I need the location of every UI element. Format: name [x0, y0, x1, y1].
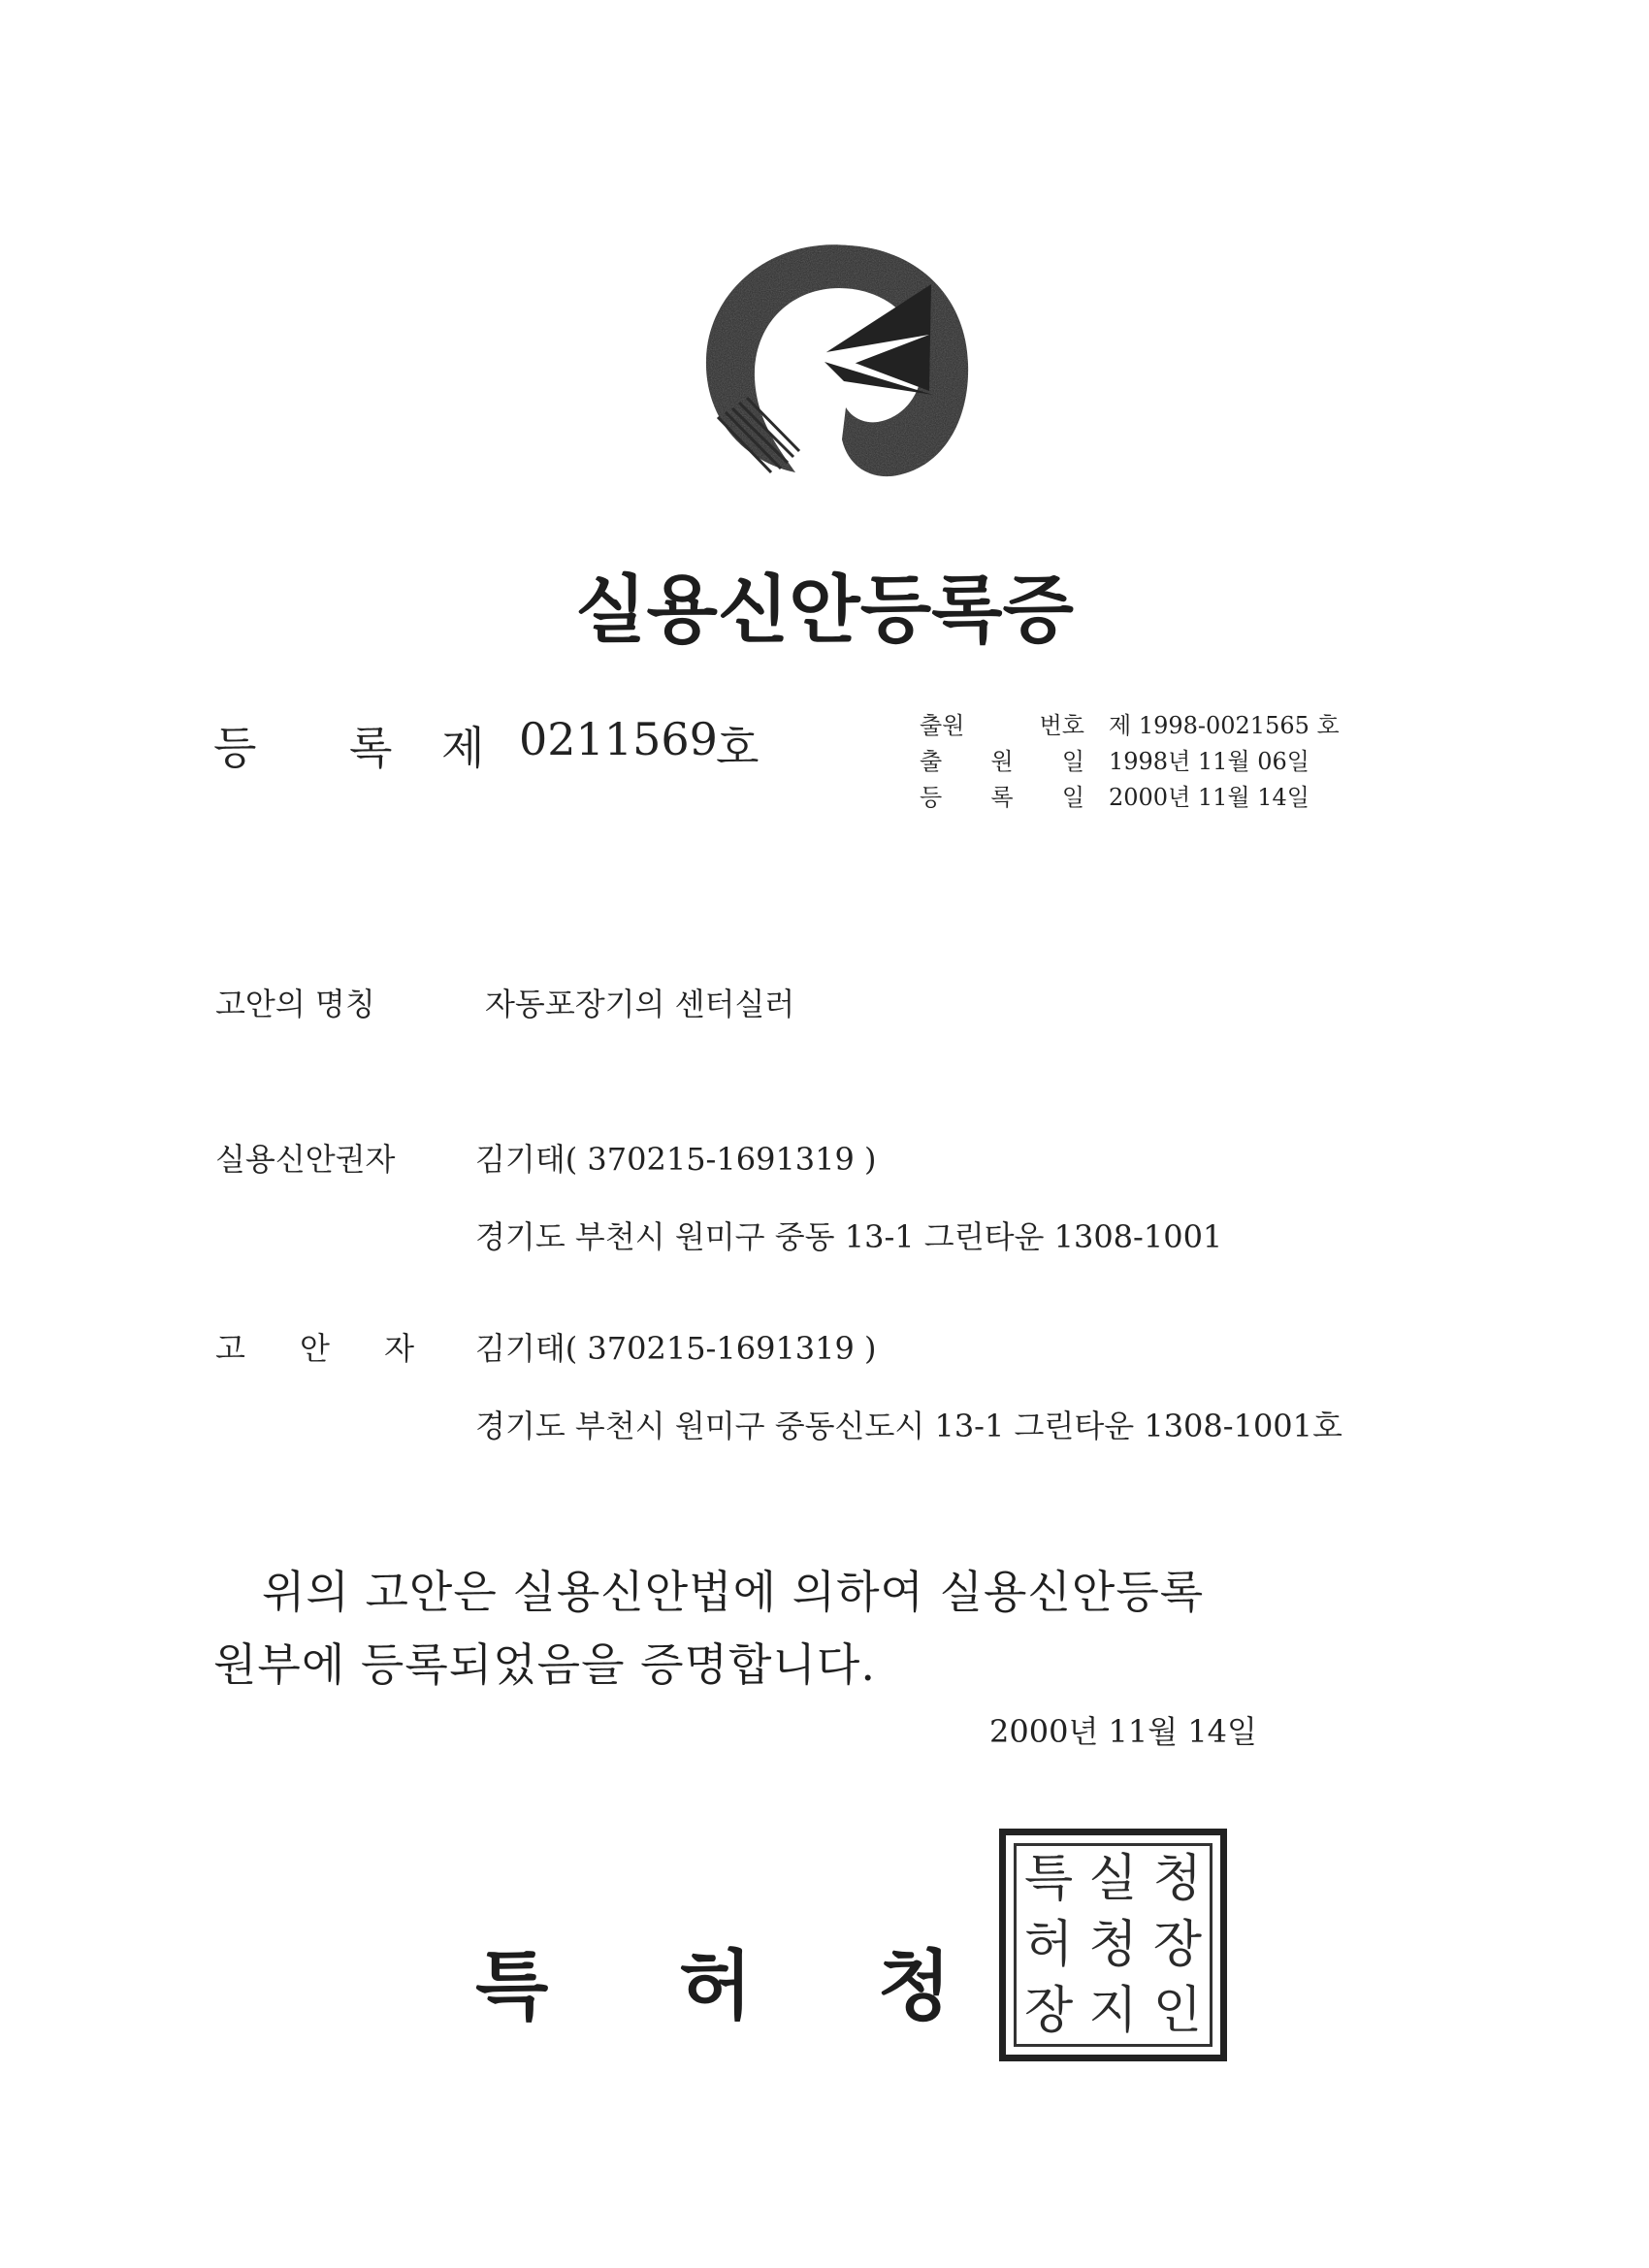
- registration-label-char-2: 록: [349, 722, 393, 774]
- registration-date-value: 2000년 11월 14일: [1109, 784, 1310, 811]
- seal-glyph: 청: [1088, 1916, 1138, 1974]
- application-date-label: 출 원 일: [920, 748, 1084, 775]
- issue-date: 2000년 11월 14일: [989, 1713, 1257, 1750]
- seal-glyph: 장: [1152, 1916, 1202, 1974]
- device-name-label: 고안의 명칭: [215, 986, 375, 1022]
- application-number-row: [920, 708, 1366, 743]
- seal-glyph: 지: [1088, 1982, 1138, 2040]
- registration-label-char-1: 등: [213, 722, 257, 774]
- seal-glyph: 장: [1024, 1982, 1074, 2040]
- seal-glyph: 인: [1152, 1982, 1202, 2040]
- issuer-char-2: 허: [679, 1943, 753, 2030]
- certificate-title: 실용신안등록증: [575, 567, 1074, 653]
- right-holder-address: 경기도 부천시 원미구 중동 13-1 그린타운 1308-1001: [475, 1218, 1223, 1255]
- registration-suffix: 호: [716, 722, 760, 774]
- declaration-line-1: 위의 고안은 실용신안법에 의하여 실용신안등록: [262, 1566, 1205, 1618]
- application-date-value: 1998년 11월 06일: [1109, 748, 1310, 775]
- application-date-row: [920, 744, 1366, 779]
- official-seal-stamp: [999, 1829, 1227, 2061]
- inventor-label: 고 안 자: [215, 1330, 414, 1367]
- seal-glyph-grid: [1014, 1843, 1212, 2047]
- inventor-address: 경기도 부천시 원미구 중동신도시 13-1 그린타운 1308-1001호: [475, 1408, 1342, 1444]
- device-name-value: 자동포장기의 센터실러: [485, 986, 795, 1022]
- right-holder-name: 김기태( 370215-1691319 ): [475, 1141, 877, 1178]
- registration-date-label: 등 록 일: [920, 784, 1084, 811]
- application-number-label: 출원 번호: [920, 712, 1084, 739]
- right-holder-label: 실용신안권자: [215, 1141, 396, 1178]
- registration-date-row: [920, 780, 1366, 815]
- application-number-value: 제 1998-0021565 호: [1109, 712, 1340, 739]
- application-meta: [920, 708, 1366, 815]
- seal-glyph: 특: [1024, 1850, 1074, 1908]
- issuer-char-1: 특: [475, 1943, 549, 2030]
- registration-label-char-3: 제: [441, 722, 485, 774]
- government-emblem-icon: [679, 218, 989, 509]
- issuer-char-3: 청: [878, 1943, 952, 2030]
- seal-glyph: 허: [1024, 1916, 1074, 1974]
- declaration-line-2: 원부에 등록되었음을 증명합니다.: [213, 1638, 876, 1691]
- seal-glyph: 청: [1152, 1850, 1202, 1908]
- seal-glyph: 실: [1088, 1850, 1138, 1908]
- inventor-name: 김기태( 370215-1691319 ): [475, 1330, 877, 1367]
- registration-number: 0211569: [519, 713, 718, 765]
